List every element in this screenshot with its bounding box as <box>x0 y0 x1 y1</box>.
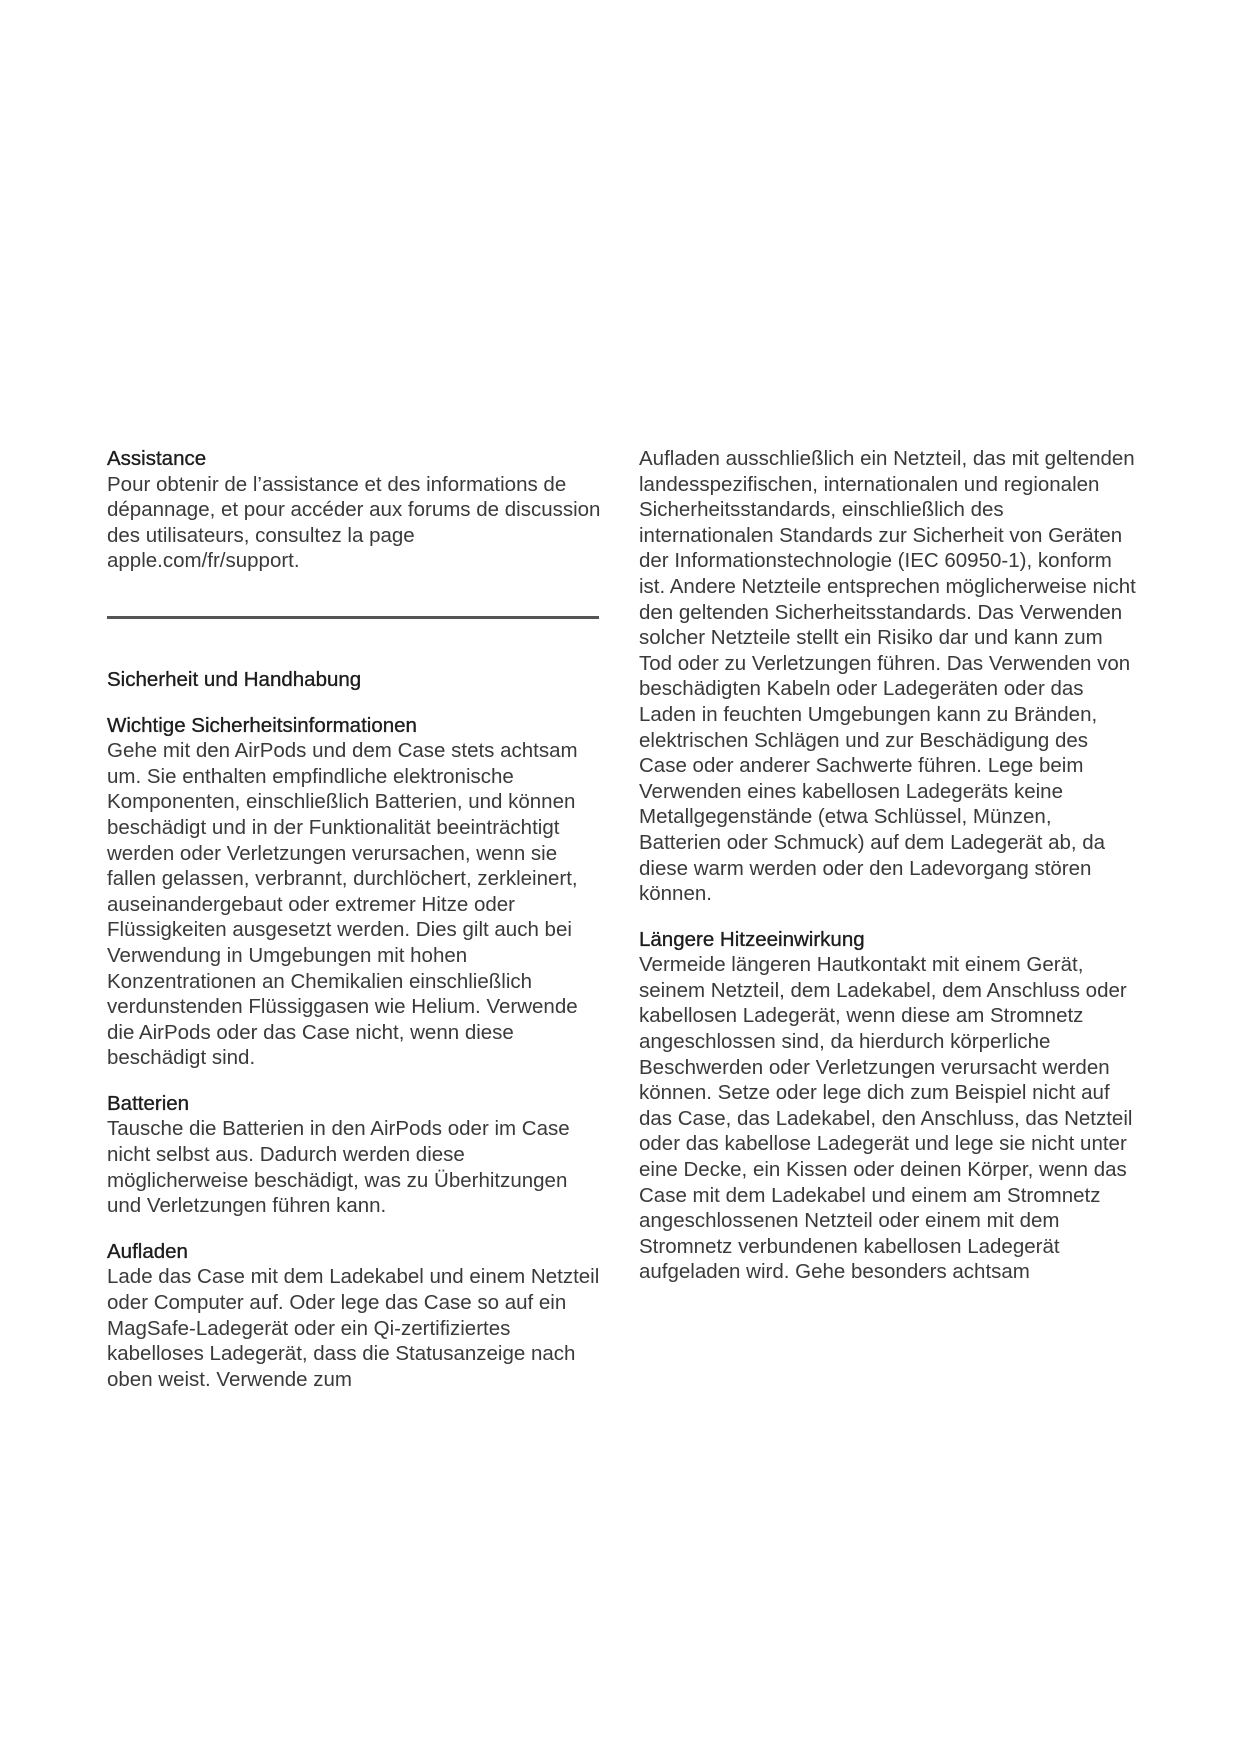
left-column <box>107 446 602 1412</box>
important-safety-text: Gehe mit den AirPods und dem Case stets achtsam um. Sie enthalten empfindliche elektronische Komponenten, einschließlich Batterien, und können beschädigt und in der Funktionalität beeinträchtigt werden oder Verletzungen verursachen, wenn sie fallen gelassen, verbrannt, durchlöchert, zerkleinert, auseinandergebaut oder extremer Hitze oder Flüssigkeiten ausgesetzt werden. Dies gilt auch bei Verwendung in Umgebungen mit hohen Konzentrationen an Chemikalien einschließlich verdunstenden Flüssiggasen wie Helium. Verwende die AirPods oder das Case nicht, wenn diese beschädigt sind. <box>107 739 578 1070</box>
batteries-text: Tausche die Batterien in den AirPods oder im Case nicht selbst aus. Dadurch werden diese möglicherweise beschädigt, was zu Überhitzungen und Verletzungen führen kann. <box>107 1117 570 1218</box>
assistance-block <box>107 446 602 574</box>
batteries-block <box>107 1091 602 1219</box>
charging-continued-block <box>639 446 1139 907</box>
assistance-text: Pour obtenir de l’assistance et des informations de dépannage, et pour accéder aux forums de discussion des utilisateurs, consultez la page apple.com/fr/support. <box>107 472 601 573</box>
assistance-heading: Assistance <box>107 447 207 470</box>
important-safety-block <box>107 713 602 1071</box>
charging-block <box>107 1239 602 1393</box>
important-safety-heading: Wichtige Sicherheitsinformationen <box>107 713 417 737</box>
charging-text: Lade das Case mit dem Ladekabel und einem Netzteil oder Computer auf. Oder lege das Case so auf ein MagSafe-Ladegerät oder ein Qi-zertifiziertes kabelloses Ladegerät, dass die Statusanzeige nach oben weist. Verwende zum <box>107 1265 600 1391</box>
heat-block <box>639 927 1139 1285</box>
charging-heading: Aufladen <box>107 1239 188 1263</box>
batteries-heading: Batterien <box>107 1091 190 1115</box>
section-divider <box>107 616 599 619</box>
heat-heading: Längere Hitzeeinwirkung <box>639 927 865 951</box>
heat-text: Vermeide längeren Hautkontakt mit einem Gerät, seinem Netzteil, dem Ladekabel, dem Anschluss oder kabellosen Ladegerät, wenn diese am Stromnetz angeschlossen sind, da hierdurch körperliche Beschwerden oder Verletzungen verursacht werden können. Setze oder lege dich zum Beispiel nicht auf das Case, das Ladekabel, den Anschluss, das Netzteil oder das kabellose Ladegerät und lege sie nicht unter eine Decke, ein Kissen oder deinen Körper, wenn das Case mit dem Ladekabel und einem am Stromnetz angeschlossenen Netzteil oder einem mit dem Stromnetz verbundenen kabellosen Ladegerät aufgeladen wird. Gehe besonders achtsam <box>639 953 1133 1284</box>
right-column <box>639 446 1139 1305</box>
charging-continued-text: Aufladen ausschließlich ein Netzteil, das mit geltenden landesspezifischen, internationalen und regionalen Sicherheitsstandards, einschließlich des internationalen Standards zur Sicherheit von Geräten der Informationstechnologie (IEC 60950-1), konform ist. Andere Netzteile entsprechen möglicherweise nicht den geltenden Sicherheitsstandards. Das Verwenden solcher Netzteile stellt ein Risiko dar und kann zum Tod oder zu Verletzungen führen. Das Verwenden von beschädigten Kabeln oder Ladegeräten oder das Laden in feuchten Umgebungen kann zu Bränden, elektrischen Schlägen und zur Beschädigung des Case oder anderer Sachwerte führen. Lege beim Verwenden eines kabellosen Ladegeräts keine Metallgegenstände (etwa Schlüssel, Münzen, Batterien oder Schmuck) auf dem Ladegerät ab, da diese warm werden oder den Ladevorgang stören können. <box>639 447 1136 906</box>
section-title: Sicherheit und Handhabung <box>107 667 362 691</box>
